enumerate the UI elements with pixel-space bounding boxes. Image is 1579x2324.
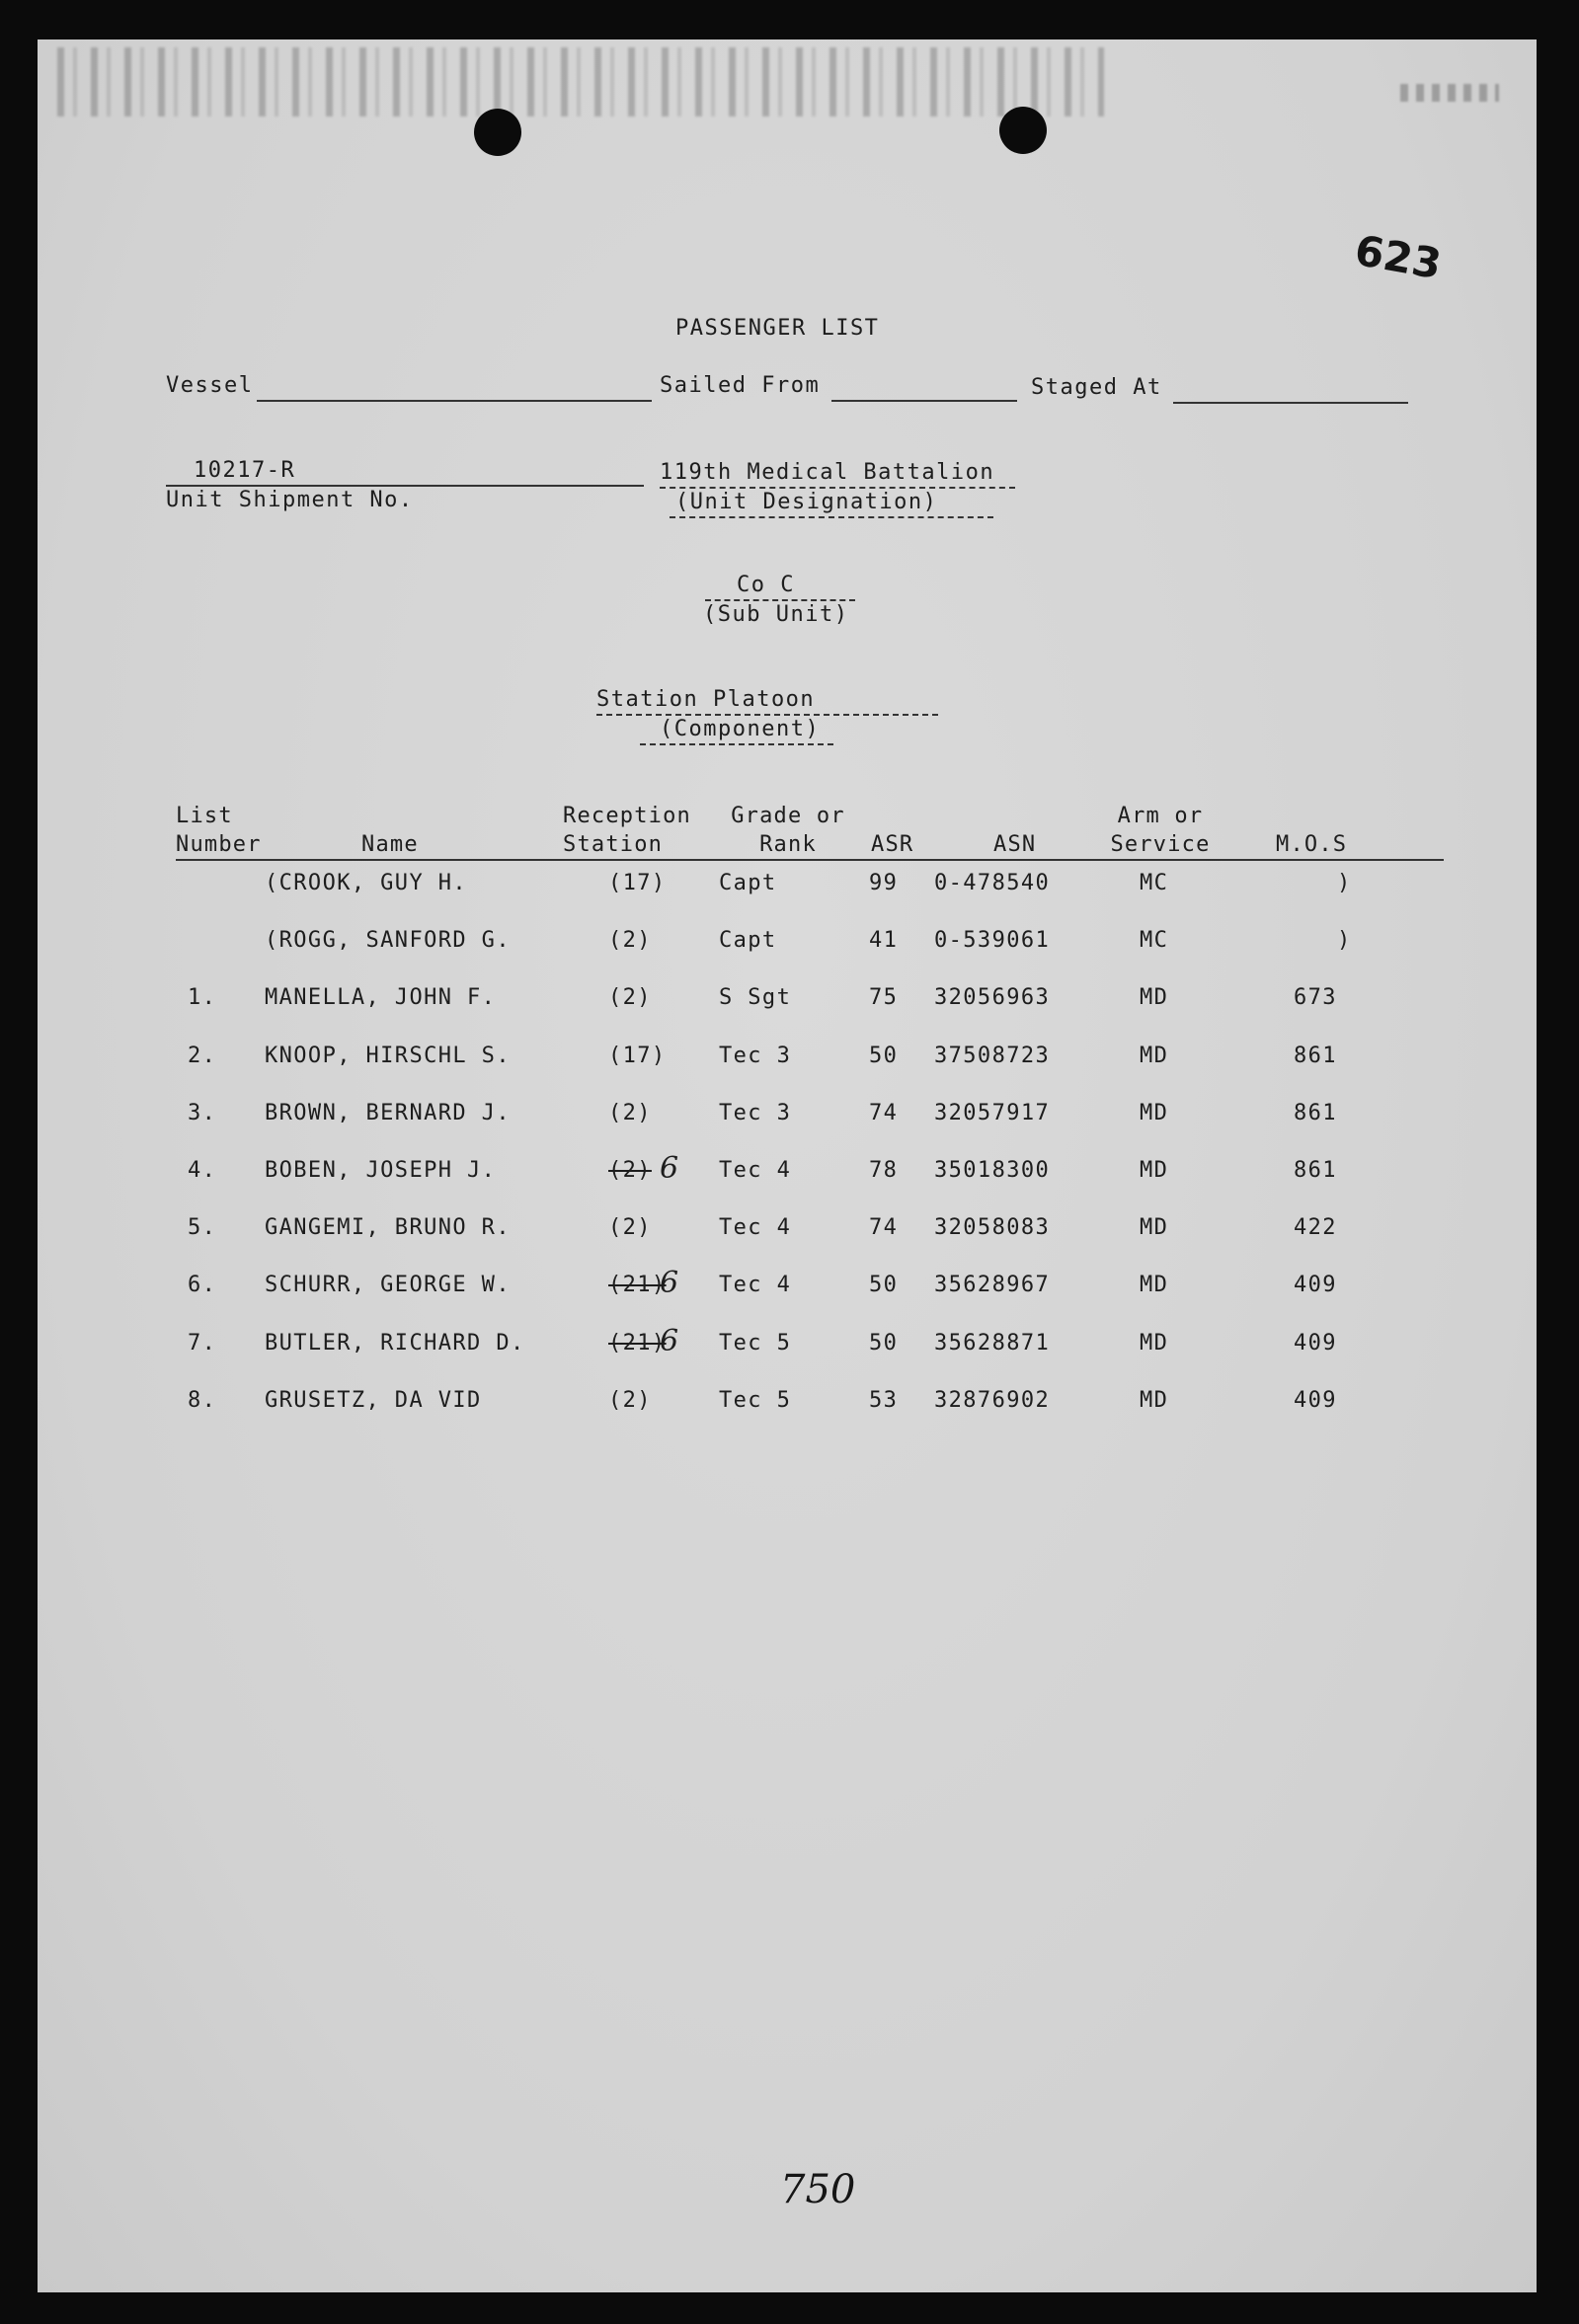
col-list-number: List Number <box>176 804 262 857</box>
mos: ) <box>1337 928 1352 954</box>
reception-station-struck: (21) <box>608 1273 667 1298</box>
passenger-name: GANGEMI, BRUNO R. <box>265 1215 511 1241</box>
table-row <box>38 1388 1537 1428</box>
grade-rank: Tec 3 <box>719 1043 792 1068</box>
arm-service: MD <box>1140 1043 1169 1068</box>
arm-service: MD <box>1140 1330 1169 1356</box>
unit-designation-line <box>660 487 1015 489</box>
vessel-field <box>257 400 652 402</box>
handwritten-note: 750 <box>780 2167 856 2212</box>
mos: 409 <box>1294 1330 1337 1356</box>
asn: 0-478540 <box>934 871 1051 895</box>
table-row <box>38 985 1537 1025</box>
reception-station-struck: (2) <box>608 1158 652 1183</box>
sub-unit-line <box>705 599 855 601</box>
unit-shipment-label: Unit Shipment No. <box>166 488 414 512</box>
document-title: PASSENGER LIST <box>675 316 880 341</box>
component-underline <box>640 743 833 745</box>
reception-station: (17) <box>608 1043 667 1068</box>
sub-unit: Co C <box>737 573 795 597</box>
reception-station-handwritten: 6 <box>660 1266 680 1301</box>
table-row <box>38 1266 1537 1312</box>
col-name: Name <box>361 832 419 857</box>
table-row <box>38 871 1537 910</box>
page-number-stamp: 623 <box>1351 225 1446 289</box>
list-number: 3. <box>188 1100 217 1125</box>
list-number: 4. <box>188 1158 217 1183</box>
mos: 861 <box>1294 1043 1337 1068</box>
punch-hole-left <box>474 109 521 156</box>
asr: 50 <box>869 1273 899 1298</box>
top-smudge <box>57 47 1104 116</box>
mos: 422 <box>1294 1215 1337 1241</box>
mos: 861 <box>1294 1100 1337 1125</box>
arm-service: MD <box>1140 1387 1169 1413</box>
col-mos: M.O.S <box>1276 832 1348 857</box>
vessel-label: Vessel <box>166 373 254 398</box>
sailed-from-field <box>831 400 1017 402</box>
passenger-name: (CROOK, GUY H. <box>265 871 468 895</box>
list-number: 8. <box>188 1387 217 1413</box>
component: Station Platoon <box>596 687 816 712</box>
reception-station: (2) <box>608 1100 652 1125</box>
asr: 41 <box>869 928 899 954</box>
reception-station: (2) <box>608 1215 652 1241</box>
asn: 37508723 <box>934 1043 1051 1068</box>
asr: 74 <box>869 1215 899 1241</box>
sailed-from-label: Sailed From <box>660 373 821 398</box>
col-arm-service: Arm or Service <box>1110 804 1211 857</box>
table-row <box>38 1044 1537 1083</box>
arm-service: MC <box>1140 928 1169 954</box>
table-row <box>38 928 1537 968</box>
arm-service: MC <box>1140 871 1169 895</box>
arm-service: MD <box>1140 1273 1169 1298</box>
table-row <box>38 1215 1537 1255</box>
mos: ) <box>1337 871 1352 895</box>
asn: 32057917 <box>934 1100 1051 1125</box>
unit-designation: 119th Medical Battalion <box>660 460 995 485</box>
asn: 35018300 <box>934 1158 1051 1183</box>
asr: 50 <box>869 1043 899 1068</box>
passenger-name: (ROGG, SANFORD G. <box>265 928 511 954</box>
reception-station: (17) <box>608 871 667 895</box>
unit-shipment-number: 10217-R <box>194 458 296 483</box>
grade-rank: S Sgt <box>719 985 792 1011</box>
grade-rank: Tec 3 <box>719 1100 792 1125</box>
asn: 0-539061 <box>934 928 1051 954</box>
mos: 409 <box>1294 1273 1337 1298</box>
arm-service: MD <box>1140 1100 1169 1125</box>
grade-rank: Tec 5 <box>719 1330 792 1356</box>
grade-rank: Capt <box>719 928 777 954</box>
mos: 409 <box>1294 1387 1337 1413</box>
col-grade-rank: Grade or Rank <box>731 804 845 857</box>
grade-rank: Tec 4 <box>719 1158 792 1183</box>
list-number: 7. <box>188 1330 217 1356</box>
punch-hole-right <box>999 107 1047 154</box>
document-page <box>38 39 1537 2292</box>
mos: 673 <box>1294 985 1337 1011</box>
passenger-name: BUTLER, RICHARD D. <box>265 1330 525 1356</box>
asn: 32056963 <box>934 985 1051 1011</box>
asr: 74 <box>869 1100 899 1125</box>
asn: 35628967 <box>934 1273 1051 1298</box>
staged-at-field <box>1173 402 1408 404</box>
passenger-name: BOBEN, JOSEPH J. <box>265 1158 497 1183</box>
asr: 78 <box>869 1158 899 1183</box>
unit-designation-underline <box>670 516 993 518</box>
asr: 75 <box>869 985 899 1011</box>
col-asn: ASN <box>993 832 1037 857</box>
passenger-name: GRUSETZ, DA VID <box>265 1387 482 1413</box>
component-line <box>596 714 938 716</box>
grade-rank: Tec 5 <box>719 1387 792 1413</box>
top-right-smudge <box>1400 84 1499 102</box>
grade-rank: Tec 4 <box>719 1273 792 1298</box>
header-rule <box>176 859 1444 861</box>
reception-station-handwritten: 6 <box>660 1323 680 1358</box>
reception-station: (2) <box>608 1387 652 1413</box>
asr: 53 <box>869 1387 899 1413</box>
passenger-name: SCHURR, GEORGE W. <box>265 1273 511 1298</box>
mos: 861 <box>1294 1158 1337 1183</box>
unit-designation-label: (Unit Designation) <box>675 490 938 514</box>
arm-service: MD <box>1140 1158 1169 1183</box>
passenger-name: MANELLA, JOHN F. <box>265 985 497 1011</box>
grade-rank: Capt <box>719 871 777 895</box>
list-number: 2. <box>188 1043 217 1068</box>
unit-shipment-line <box>166 485 644 487</box>
sub-unit-label: (Sub Unit) <box>703 602 849 627</box>
staged-at-label: Staged At <box>1031 375 1162 400</box>
col-reception-station: Reception Station <box>563 804 692 857</box>
component-label: (Component) <box>660 717 821 741</box>
col-asr: ASR <box>871 832 914 857</box>
asr: 99 <box>869 871 899 895</box>
arm-service: MD <box>1140 1215 1169 1241</box>
reception-station: (2) <box>608 985 652 1011</box>
table-row <box>38 1151 1537 1198</box>
grade-rank: Tec 4 <box>719 1215 792 1241</box>
arm-service: MD <box>1140 985 1169 1011</box>
table-row <box>38 1101 1537 1140</box>
asn: 32058083 <box>934 1215 1051 1241</box>
asr: 50 <box>869 1330 899 1356</box>
list-number: 1. <box>188 985 217 1011</box>
passenger-name: BROWN, BERNARD J. <box>265 1100 511 1125</box>
table-row <box>38 1323 1537 1370</box>
reception-station: (2) <box>608 928 652 954</box>
reception-station-struck: (21) <box>608 1330 667 1356</box>
passenger-name: KNOOP, HIRSCHL S. <box>265 1043 511 1068</box>
asn: 35628871 <box>934 1330 1051 1356</box>
list-number: 5. <box>188 1215 217 1241</box>
list-number: 6. <box>188 1273 217 1298</box>
asn: 32876902 <box>934 1387 1051 1413</box>
reception-station-handwritten: 6 <box>660 1151 680 1186</box>
